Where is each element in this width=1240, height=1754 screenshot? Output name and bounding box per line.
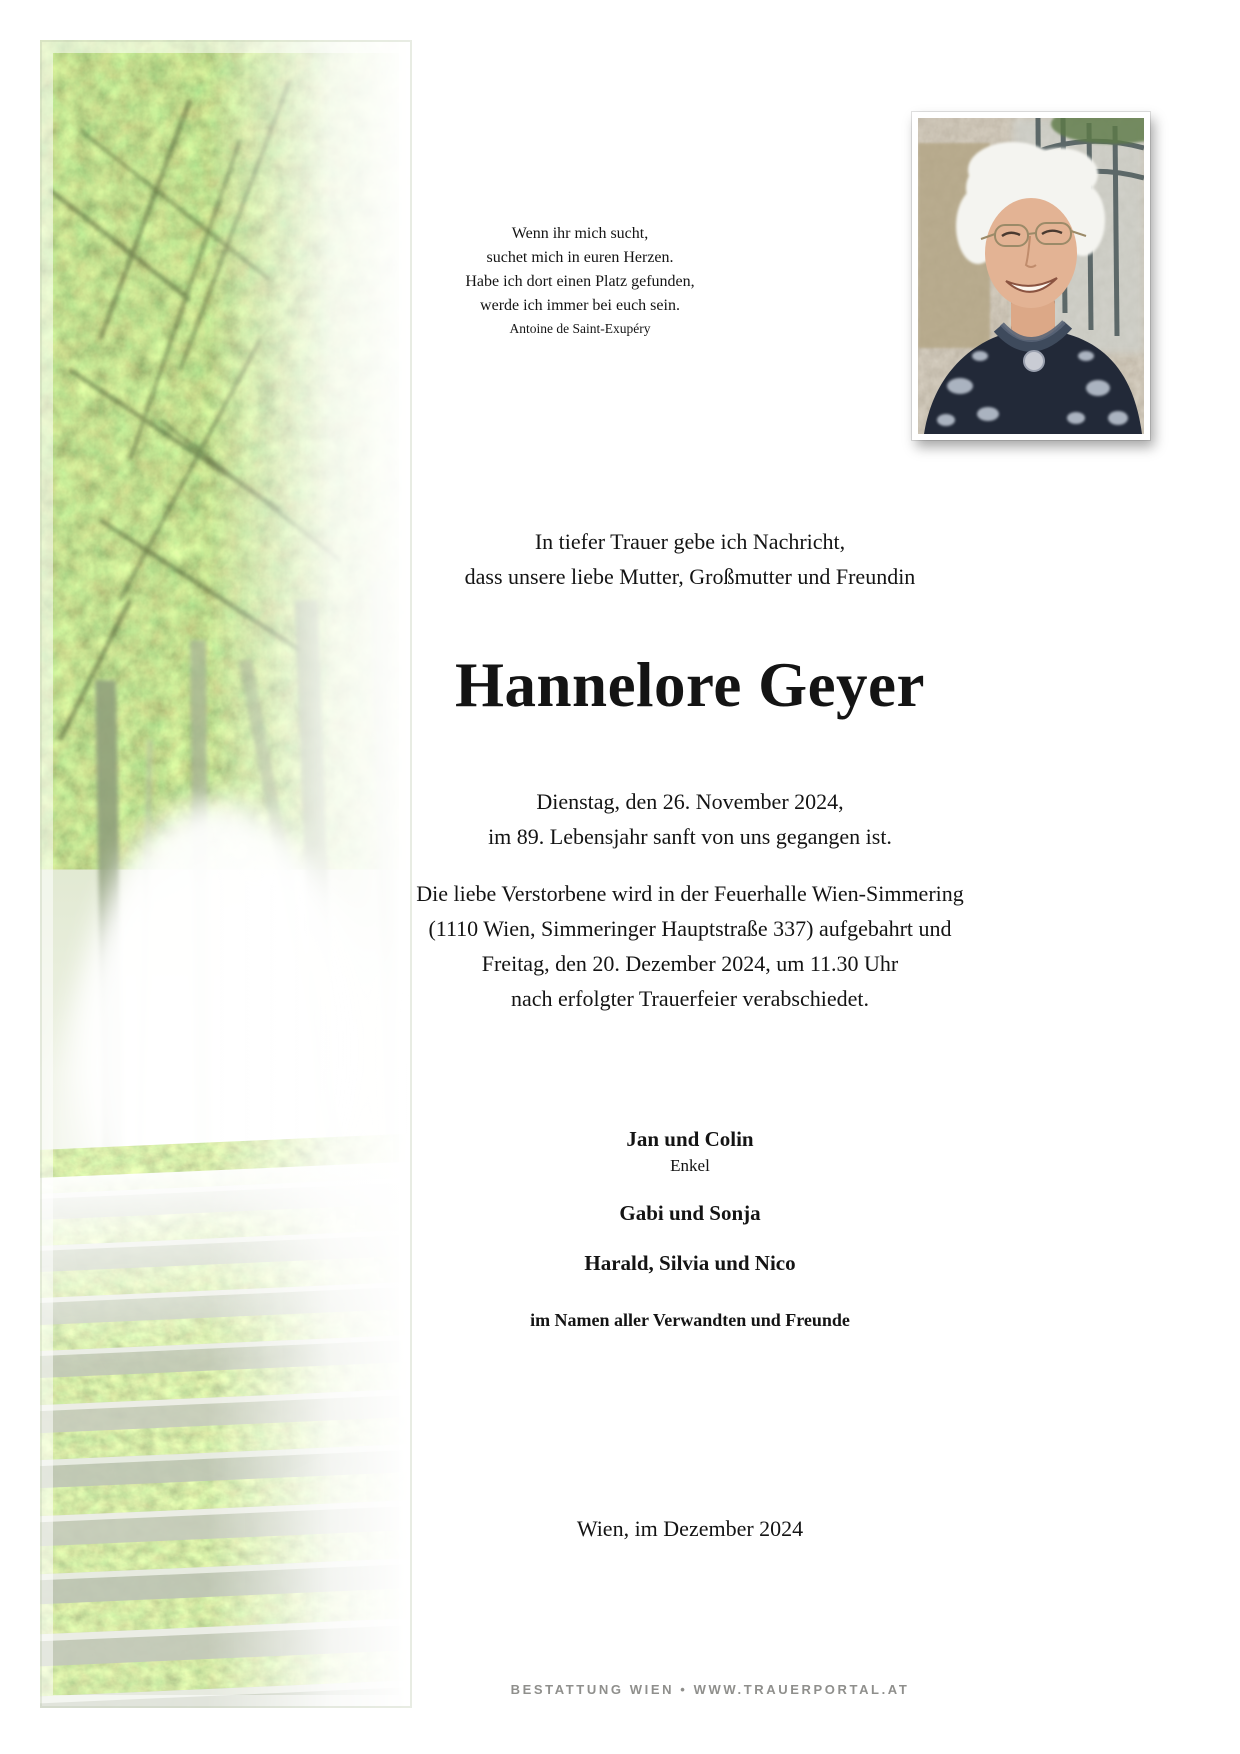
place-dateline: Wien, im Dezember 2024 — [576, 1516, 804, 1541]
quote-line: werde ich immer bei euch sein. — [480, 297, 680, 314]
quote-line: suchet mich in euren Herzen. — [486, 249, 674, 266]
ceremony-details — [330, 876, 1050, 1016]
announcement-intro — [330, 524, 1050, 594]
footer-branding: BESTATTUNG WIEN • WWW.TRAUERPORTAL.AT — [510, 1682, 910, 1697]
mourners-closing: im Namen aller Verwandten und Freunde — [530, 1310, 850, 1330]
forest-path-image — [40, 40, 412, 1708]
mourner-names: Gabi und Sonja — [619, 1201, 761, 1225]
mourner-names: Jan und Colin — [626, 1127, 754, 1151]
mourner-relation: Enkel — [670, 1156, 710, 1175]
intro-line: dass unsere liebe Mutter, Großmutter und Freundin — [464, 564, 916, 589]
mourner-names: Harald, Silvia und Nico — [584, 1251, 796, 1275]
ceremony-line: nach erfolgter Trauerfeier verabschiedet. — [511, 986, 869, 1011]
portrait-photo — [912, 112, 1150, 440]
passing-line: Dienstag, den 26. November 2024, — [536, 789, 844, 814]
ceremony-line: Die liebe Verstorbene wird in der Feuerhalle Wien-Simmering — [416, 881, 964, 906]
ceremony-line: Freitag, den 20. Dezember 2024, um 11.30 Uhr — [481, 951, 899, 976]
quote-line: Habe ich dort einen Platz gefunden, — [465, 273, 695, 290]
memorial-quote — [400, 222, 760, 339]
ceremony-line: (1110 Wien, Simmeringer Hauptstraße 337) aufgebahrt und — [428, 916, 952, 941]
passing-details — [330, 784, 1050, 854]
deceased-name: Hannelore Geyer — [455, 650, 925, 720]
quote-line: Wenn ihr mich sucht, — [511, 225, 649, 242]
intro-line: In tiefer Trauer gebe ich Nachricht, — [534, 529, 846, 554]
quote-attribution: Antoine de Saint-Exupéry — [509, 321, 651, 336]
passing-line: im 89. Lebensjahr sanft von uns gegangen ist. — [488, 824, 892, 849]
